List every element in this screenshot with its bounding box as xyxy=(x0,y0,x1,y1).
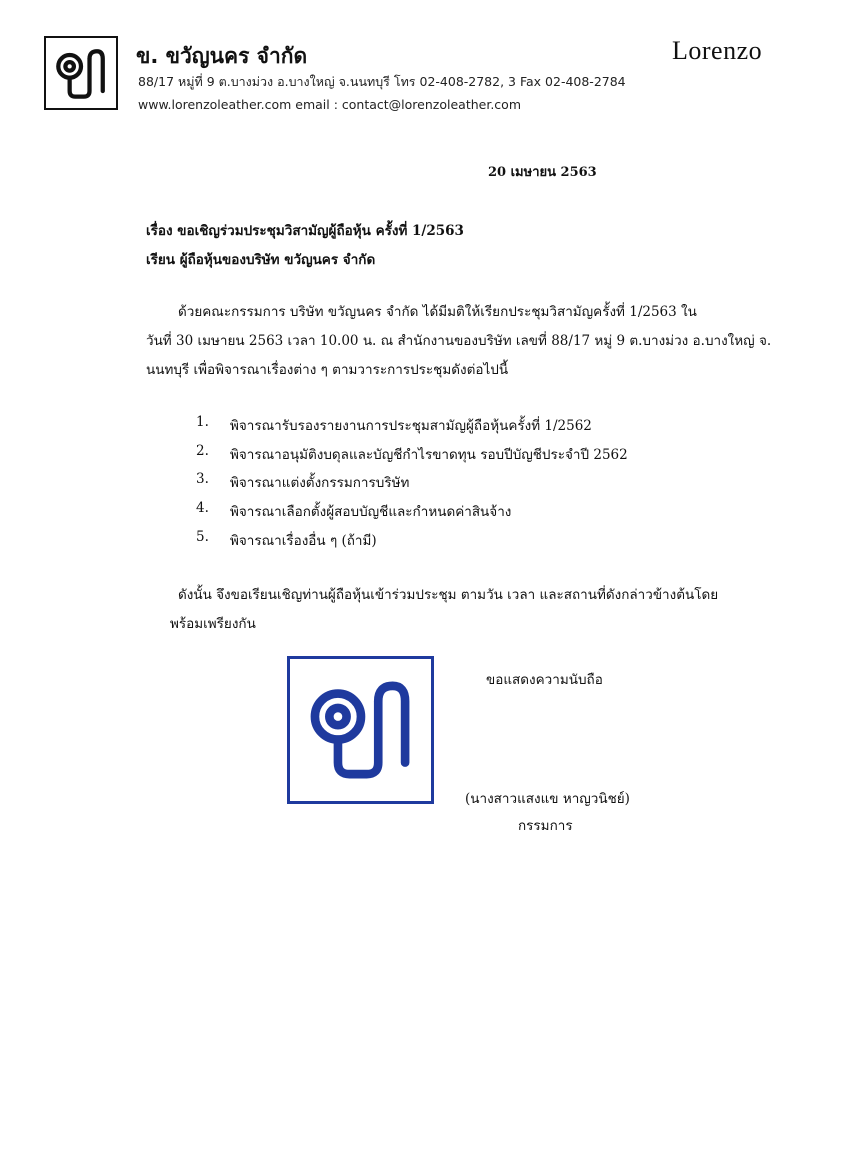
agenda-item: พิจารณาแต่งตั้งกรรมการบริษัท xyxy=(230,475,410,491)
agenda-number: 4. xyxy=(196,500,209,516)
agenda-item: พิจารณาอนุมัติงบดุลและบัญชีกำไรขาดทุน รอบปีบัญชีประจำปี 2562 xyxy=(230,447,628,463)
signer-name: (นางสาวแสงแข หาญวนิชย์) xyxy=(465,791,630,807)
agenda-number: 1. xyxy=(196,414,209,430)
company-logo-icon xyxy=(44,36,118,110)
letter-subject: เรื่อง ขอเชิญร่วมประชุมวิสามัญผู้ถือหุ้น ครั้งที่ 1/2563 xyxy=(146,223,464,239)
agenda-number: 5. xyxy=(196,529,209,545)
company-contact: www.lorenzoleather.com email : contact@lorenzoleather.com xyxy=(138,97,521,112)
brand-logo: Lorenzo xyxy=(672,36,763,65)
company-stamp-icon xyxy=(287,656,434,804)
company-address: 88/17 หมู่ที่ 9 ต.บางม่วง อ.บางใหญ่ จ.นนทบุรี โทร 02-408-2782, 3 Fax 02-408-2784 xyxy=(138,74,626,89)
intro-line: วันที่ 30 เมษายน 2563 เวลา 10.00 น. ณ สำนักงานของบริษัท เลขที่ 88/17 หมู่ 9 ต.บางม่วง อ.บางใหญ่ จ. xyxy=(146,333,772,349)
agenda-item: พิจารณาเลือกตั้งผู้สอบบัญชีและกำหนดค่าสินจ้าง xyxy=(230,504,512,520)
intro-line: ด้วยคณะกรรมการ บริษัท ขวัญนคร จำกัด ได้มีมติให้เรียกประชุมวิสามัญครั้งที่ 1/2563 ใน xyxy=(178,304,697,320)
signer-position: กรรมการ xyxy=(518,818,573,834)
letter-recipient: เรียน ผู้ถือหุ้นของบริษัท ขวัญนคร จำกัด xyxy=(146,252,376,268)
agenda-item: พิจารณารับรองรายงานการประชุมสามัญผู้ถือหุ้นครั้งที่ 1/2562 xyxy=(230,418,592,434)
company-name: ข. ขวัญนคร จำกัด xyxy=(136,44,308,68)
letter-date: 20 เมษายน 2563 xyxy=(488,165,597,180)
agenda-number: 2. xyxy=(196,443,209,459)
closing-line: ดังนั้น จึงขอเรียนเชิญท่านผู้ถือหุ้นเข้าร่วมประชุม ตามวัน เวลา และสถานที่ดังกล่าวข้างต้นโดย xyxy=(178,587,719,603)
regards: ขอแสดงความนับถือ xyxy=(486,672,603,688)
agenda-item: พิจารณาเรื่องอื่น ๆ (ถ้ามี) xyxy=(230,533,377,549)
closing-line: พร้อมเพรียงกัน xyxy=(170,616,256,632)
agenda-number: 3. xyxy=(196,471,209,487)
intro-line: นนทบุรี เพื่อพิจารณาเรื่องต่าง ๆ ตามวาระการประชุมดังต่อไปนี้ xyxy=(146,362,509,378)
